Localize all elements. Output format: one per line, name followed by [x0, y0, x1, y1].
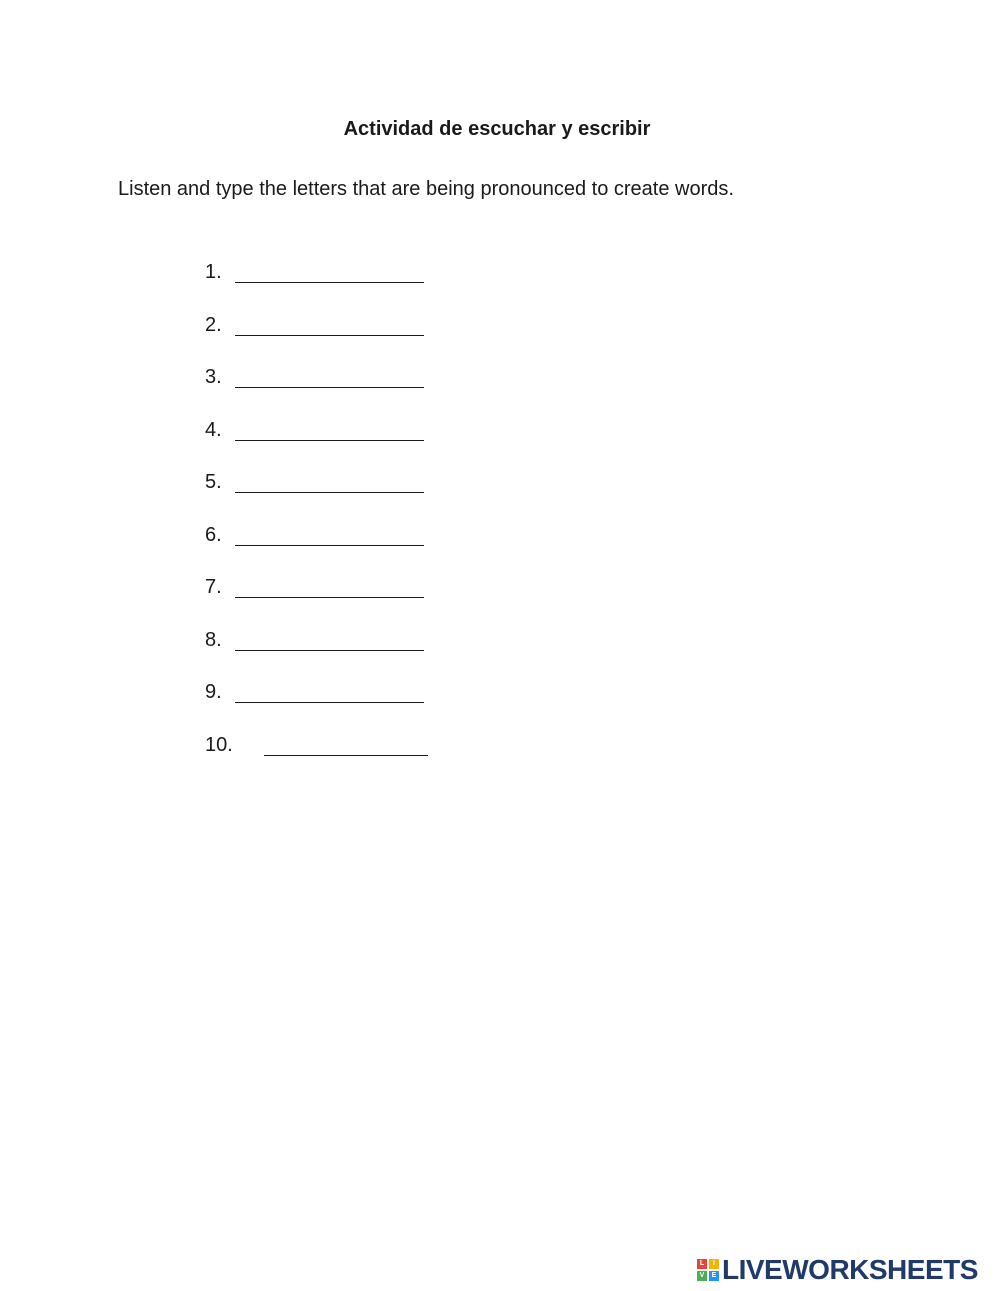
- item-number: 1.: [205, 261, 222, 283]
- answer-row-6: [205, 523, 445, 576]
- item-number: 7.: [205, 576, 222, 598]
- answer-row-9: [205, 680, 445, 733]
- logo-text: LIVEWORKSHEETS: [722, 1254, 978, 1285]
- answer-field-8[interactable]: [235, 650, 424, 651]
- answer-row-3: [205, 365, 445, 418]
- item-number: 2.: [205, 313, 222, 336]
- logo-blocks-icon: [697, 1259, 719, 1281]
- item-number: 4.: [205, 418, 222, 441]
- answer-row-10: [205, 733, 445, 786]
- answer-row-5: [205, 470, 445, 523]
- item-number: 3.: [205, 366, 222, 388]
- item-number: 10.: [205, 733, 233, 756]
- answer-row-2: [205, 313, 445, 366]
- worksheet-instructions: Listen and type the letters that are being pronounced to create words.: [118, 178, 734, 200]
- item-number: 5.: [205, 471, 222, 493]
- answer-row-1: [205, 260, 445, 313]
- item-number: 8.: [205, 628, 222, 651]
- answer-list: [205, 260, 445, 785]
- worksheet-title: Actividad de escuchar y escribir: [343, 118, 651, 140]
- logo-block-v: V: [697, 1271, 707, 1281]
- answer-row-4: [205, 418, 445, 471]
- liveworksheets-logo: [697, 1256, 978, 1284]
- answer-field-10[interactable]: [264, 755, 428, 756]
- answer-field-1[interactable]: [235, 282, 424, 283]
- logo-block-e: E: [709, 1271, 719, 1281]
- answer-field-2[interactable]: [235, 335, 424, 336]
- answer-field-4[interactable]: [235, 440, 424, 441]
- logo-block-l: L: [697, 1259, 707, 1269]
- answer-field-7[interactable]: [235, 597, 424, 598]
- answer-field-5[interactable]: [235, 492, 424, 493]
- item-number: 9.: [205, 681, 222, 703]
- answer-field-6[interactable]: [235, 545, 424, 546]
- logo-block-i: I: [709, 1259, 719, 1269]
- answer-field-3[interactable]: [235, 387, 424, 388]
- answer-field-9[interactable]: [235, 702, 424, 703]
- answer-row-7: [205, 575, 445, 628]
- answer-row-8: [205, 628, 445, 681]
- item-number: 6.: [205, 523, 222, 546]
